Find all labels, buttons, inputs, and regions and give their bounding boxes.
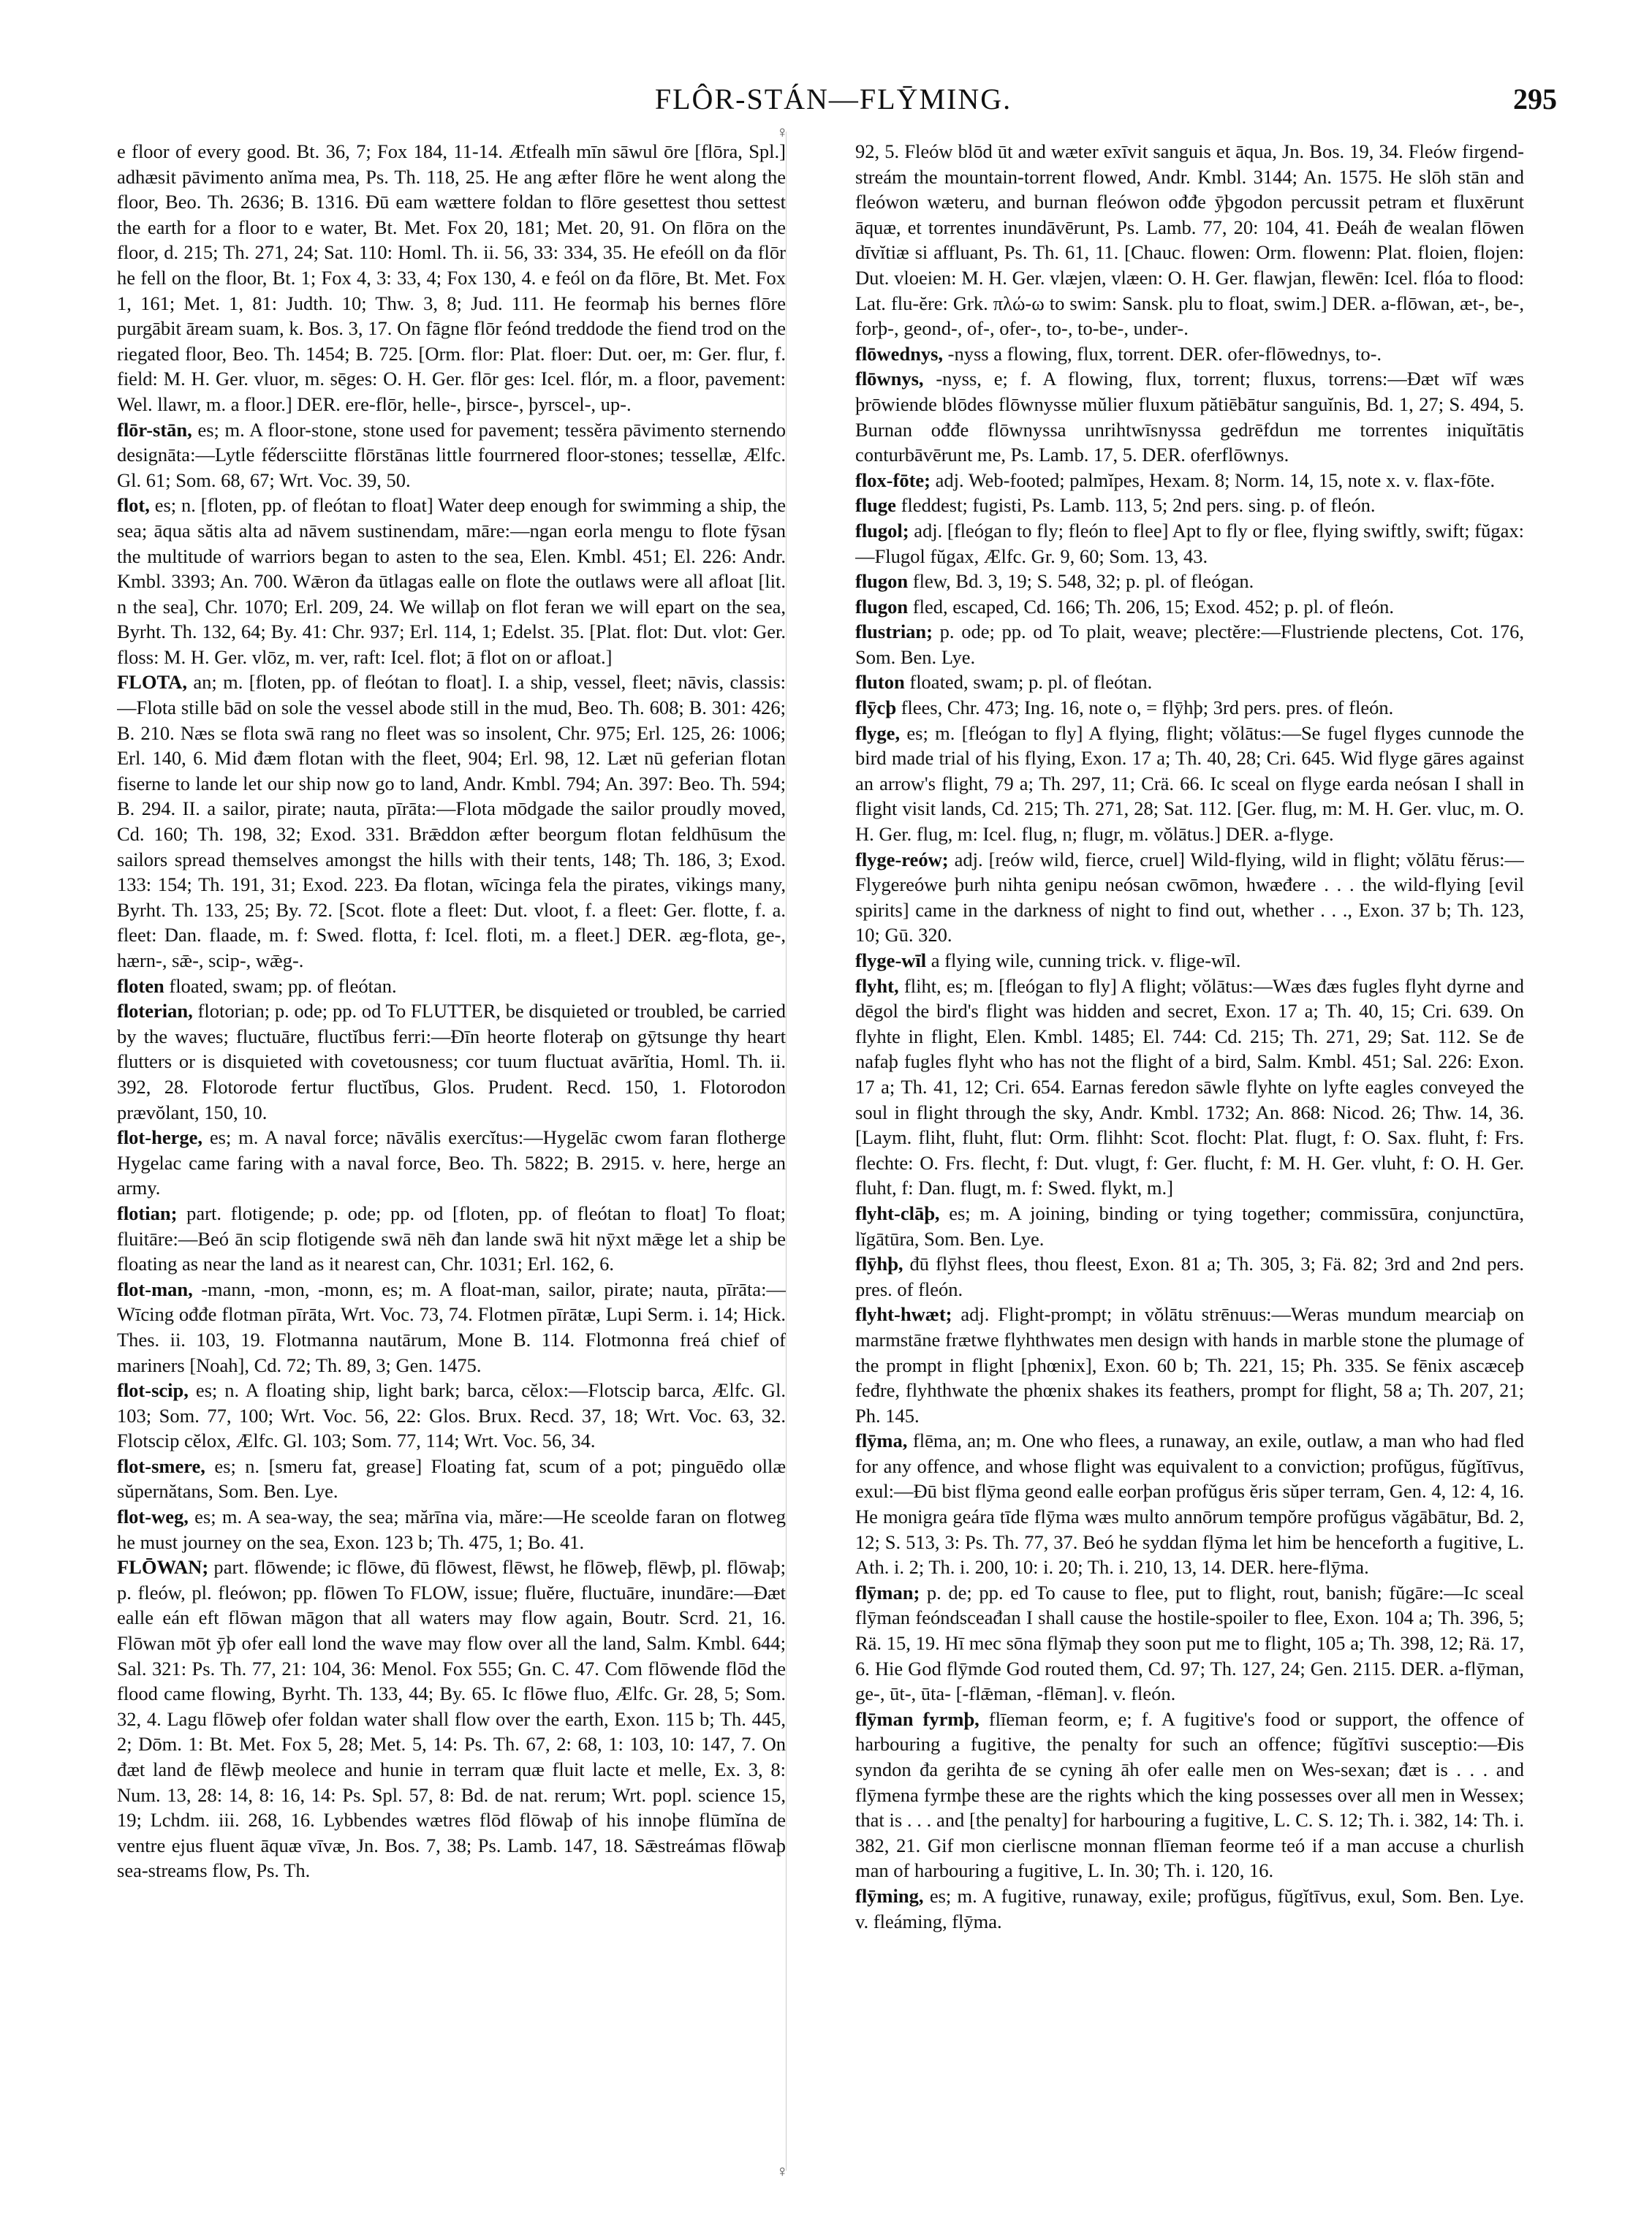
dictionary-entry	[855, 974, 1524, 1201]
column-divider	[786, 132, 787, 2171]
headword: floten	[117, 974, 164, 997]
dictionary-entry	[117, 974, 786, 999]
page-number: 295	[1513, 83, 1557, 115]
entry-text: 92, 5. Fleów blōd ūt and wæter exīvit sanguis et āqua, Jn. Bos. 19, 34. Fleów firgend-streám the mountain-torrent flowed, Andr. Kmbl. 3144; An. 1575. He slōh stān and fleówon wæteru, and burnan fleówon ođđe ȳþgodon percussit petram et fluxērunt āquæ, et torrentes inundāvērunt, Ps. Lamb. 77, 20: 104, 41. Đeáh đe wealan flōwen dīvĭtiæ si affluant, Ps. Th. 61, 11. [Chauc. flowen: Orm. flowenn: Plat. floien, flojen: Dut. vloeien: M. H. Ger. vlæjen, vlæen: O. H. Ger. flawjan, flewēn: Icel. flóa to flood: Lat. flu-ĕre: Grk. πλώ-ω to swim: Sansk. plu to float, swim.] DER. a-flōwan, æt-, be-, forþ-, geond-, of-, ofer-, to-, to-be-, under-.	[855, 140, 1524, 340]
headword: flot-smere,	[117, 1454, 205, 1477]
dictionary-entry	[855, 669, 1524, 695]
headword: flȳming,	[855, 1884, 924, 1907]
entry-text: flēma, an; m. One who flees, a runaway, an exile, outlaw, a man who had fled for any offence, and whose flight was equivalent to a conviction; profŭgus, fŭgĭtīvus, exul:—Đū bist flȳma geond ealle eorþan profŭgus ĕris sŭper terram, Gen. 4, 12: 4, 16. He monigra geára tīde flȳma wæs multo annōrum tempŏre profŭgus văgābātur, Bd. 2, 12; S. 513, 3: Ps. Th. 77, 37. Beó he syddan flȳma let him be henceforth a fugitive, L. Ath. i. 2; Th. i. 200, 10: i. 20; Th. i. 210, 13, 14. DER. here-flȳma.	[855, 1430, 1524, 1579]
headword: flyge,	[855, 721, 901, 744]
headword: flot-weg,	[117, 1506, 189, 1528]
dictionary-entry	[117, 417, 786, 493]
column-ornament-top: ♀	[776, 123, 789, 141]
entry-text: e floor of every good. Bt. 36, 7; Fox 184, 11-14. Ætfealh mīn sāwul ōre [flōra, Spl.] adhæsit pāvimento anĭma mea, Ps. Th. 118, 25. He ang æfter flōre he went along the floor, Beo. Th. 2636; B. 1316. Đū eam wættere foldan to flōre gesettest thou settest the earth for a floor to e water, Bt. Met. Fox 20, 181; Met. 20, 91. On flōra on the floor, d. 215; Th. 271, 24; Sat. 110: Homl. Th. ii. 56, 33: 334, 35. He efeóll on đa flōr he fell on the floor, Bt. 1; Fox 4, 3: 33, 4; Fox 130, 4. e feól on đa flōre, Bt. Met. Fox 1, 161; Met. 1, 81: Judth. 10; Thw. 3, 8; Jud. 111. He feormaþ his bernes flōre purgābit āream suam, k. Bos. 3, 17. On fāgne flōr feónd treddode the fiend trod on the riegated floor, Beo. Th. 1454; B. 725. [Orm. flor: Plat. floer: Dut. oer, m: Ger. flur, f. field: M. H. Ger. vluor, m. sēges: O. H. Ger. flōr ges: Icel. flór, m. a floor, pavement: Wel. llawr, m. a floor.] DER. ere-flōr, helle-, þirsce-, þyrscel-, up-.	[117, 140, 786, 415]
entry-text: flees, Chr. 473; Ing. 16, note o, = flȳhþ; 3rd pers. pres. of fleón.	[901, 697, 1394, 719]
dictionary-entry	[117, 493, 786, 669]
page-header	[110, 82, 1557, 118]
dictionary-entry	[855, 468, 1524, 493]
dictionary-entry	[117, 139, 786, 417]
entry-text: flotorian; p. ode; pp. od To FLUTTER, be disquieted or troubled, be carried by the waves; fluctuāre, fluctĭbus ferri:—Đīn heorte floteraþ on gȳtsunge thy heart flutters or is disquieted with covetousness; cor tuum fluctuat avārĭtia, Homl. Th. ii. 392, 28. Flotorode fertur fluctĭbus, Glos. Prudent. Recd. 150, 1. Flotorodon prævŏlant, 150, 10.	[117, 1000, 786, 1123]
headword: flyge-wīl	[855, 949, 927, 971]
column-ornament-bottom: ♀	[776, 2162, 789, 2180]
entry-text: floated, swam; p. pl. of fleótan.	[909, 671, 1153, 694]
entry-text: adj. [fleógan to fly; fleón to flee] Apt to fly or flee, flying swiftly, swift; fŭgax:—Flugol fŭgax, Ælfc. Gr. 9, 60; Som. 13, 43.	[855, 519, 1524, 567]
dictionary-entry	[855, 518, 1524, 569]
entry-text: es; m. A joining, binding or tying together; commissūra, conjunctūra, lĭgātūra, Som. Ben. Lye.	[855, 1202, 1524, 1250]
running-title: FLÔR-STÁN—FLȲMING.	[654, 83, 1012, 115]
entry-text: es; m. A naval force; nāvālis exercĭtus:—Hygelāc cwom faran flotherge Hygelac came faring with a naval force, Beo. Th. 5822; B. 2915. v. here, herge an army.	[117, 1126, 786, 1199]
dictionary-entry	[855, 1251, 1524, 1302]
entry-text: fleddest; fugisti, Ps. Lamb. 113, 5; 2nd pers. sing. p. of fleón.	[901, 494, 1376, 517]
headword: flōwednys,	[855, 342, 944, 365]
entry-text: floated, swam; pp. of fleótan.	[169, 974, 397, 997]
headword: flȳman;	[855, 1581, 920, 1604]
entry-text: flīeman feorm, e; f. A fugitive's food or support, the offence of harbouring a fugitive, the penalty for such an offence; fŭgĭtīvi susceptio:—Đis syndon đa gerihta đe se cyning āh ofer ealle men on Wes-sexan; đæt is . . . and flȳmena fyrmþe these are the rights which the king possesses over all men in Wessex; that is . . . and [the penalty] for harbouring a fugitive, L. C. S. 12; Th. i. 382, 14: Th. i. 382, 21. Gif mon cierliscne monnan flīeman feorme teó if a man accuse a churlish man of harbouring a fugitive, L. In. 30; Th. i. 120, 16.	[855, 1707, 1524, 1882]
entry-text: es; m. A sea-way, the sea; mărīna via, măre:—He sceolde faran on flotweg he must journey on the sea, Exon. 123 b; Th. 475, 1; Bo. 41.	[117, 1506, 786, 1553]
dictionary-entry	[117, 1277, 786, 1378]
dictionary-entry	[855, 1428, 1524, 1580]
headword: flyht,	[855, 974, 899, 997]
dictionary-entry	[855, 695, 1524, 721]
entry-text: adj. Web-footed; palmĭpes, Hexam. 8; Norm. 14, 15, note x. v. flax-fōte.	[935, 468, 1496, 491]
headword: FLOTA,	[117, 671, 187, 694]
entry-text: p. de; pp. ed To cause to flee, put to flight, rout, banish; fŭgāre:—Ic sceal flȳman feóndsceađan I shall cause the hostile-spoiler to flee, Exon. 104 a; Th. 396, 5; Rä. 15, 19. Hī mec sōna flȳmaþ they soon put me to flight, 105 a; Th. 398, 12; Rä. 17, 6. Hie God flȳmde God routed them, Cd. 97; Th. 127, 24; Gen. 2115. DER. a-flȳman, ge-, ūt-, ūta- [-flǣman, -flēman]. v. fleón.	[855, 1581, 1524, 1705]
headword: flot-scip,	[117, 1379, 189, 1402]
entry-text: -mann, -mon, -monn, es; m. A float-man, sailor, pirate; nauta, pīrāta:—Wīcing ođđe flotman pīrāta, Wrt. Voc. 73, 74. Flotmen pīrātæ, Lupi Serm. i. 14; Hick. Thes. ii. 103, 19. Flotmanna nautārum, Mone B. 114. Flotmonna freá chief of mariners [Noah], Cd. 72; Th. 89, 3; Gen. 1475.	[117, 1278, 786, 1376]
entry-text: -nyss, e; f. A flowing, flux, torrent; fluxus, torrens:—Đæt wīf wæs þrōwiende blōdes flōwnysse mŭlier fluxum pătiēbātur sanguĭnis, Bd. 1, 27; S. 494, 5. Burnan ođđe flōwnyssa unrihtwīsnyssa gedrēfdun me torrentes iniquĭtātis conturbāvērunt me, Ps. Lamb. 17, 5. DER. oferflōwnys.	[855, 368, 1524, 466]
headword: fluton	[855, 671, 905, 694]
dictionary-entry	[855, 847, 1524, 948]
headword: flugon	[855, 570, 909, 593]
entry-text: es; n. [smeru fat, grease] Floating fat, scum of a pot; pinguēdo ollæ sŭpernătans, Som. Ben. Lye.	[117, 1454, 786, 1503]
entry-text: es; n. [floten, pp. of fleótan to float] Water deep enough for swimming a ship, the sea; āqua sătis alta ad nāvem sustinendam, māre:—ngan eorla mengu to flote fȳsan the multitude of warriors began to asten to the sea, Elen. Kmbl. 451; El. 226: Andr. Kmbl. 3393; An. 700. Wǣron đa ūtlagas ealle on flote the outlaws were all afloat [lit. n the sea], Chr. 1070; Erl. 209, 24. We willaþ on flot feran we will epart on the sea, Byrht. Th. 132, 64; By. 41: Chr. 937; Erl. 114, 1; Edelst. 35. [Plat. flot: Dut. vlot: Ger. floss: M. H. Ger. vlōz, m. ver, raft: Icel. flot; ā flot on or afloat.]	[117, 494, 786, 668]
dictionary-entry	[855, 1883, 1524, 1934]
entry-text: a flying wile, cunning trick. v. flige-wīl.	[931, 949, 1241, 971]
dictionary-entry	[855, 619, 1524, 669]
headword: flōr-stān,	[117, 418, 192, 441]
entry-text: adj. [reów wild, fierce, cruel] Wild-flying, wild in flight; vŏlātu fĕrus:—Flygereówe þurh nihta genipu neósan cwōmon, hwæđere . . . the wild-flying [evil spirits] came in the darkness of night to find out, whether . . ., Exon. 37 b; Th. 123, 10; Gū. 320.	[855, 848, 1524, 946]
dictionary-entry	[855, 948, 1524, 974]
entry-text: flew, Bd. 3, 19; S. 548, 32; p. pl. of fleógan.	[912, 570, 1254, 593]
entry-text: an; m. [floten, pp. of fleótan to float]. I. a ship, vessel, fleet; nāvis, classis:—Flota stille bād on sole the vessel abode still in the mud, Beo. Th. 608; B. 301: 426; B. 210. Næs se flota swā rang no fleet was so insolent, Chr. 975; Erl. 125, 26: 1006; Erl. 140, 6. Mid đæm flotan with the fleet, 904; Erl. 98, 12. Læt nū geferian flotan fiserne to lande let our ship now go to land, Andr. Kmbl. 794; An. 397: Beo. Th. 594; B. 294. II. a sailor, pirate; nauta, pīrāta:—Flota mōdgade the sailor proudly moved, Cd. 160; Th. 198, 32; Exod. 331. Brǣddon æfter beorgum flotan feldhūsum the sailors spread themselves amongst the hills with their tents, 148; Th. 186, 3; Exod. 133: 154; Th. 191, 31; Exod. 223. Đa flotan, wīcinga fela the pirates, vikings many, Byrht. Th. 133, 25; By. 72. [Scot. flote a fleet: Dut. vloot, f. a fleet: Ger. flotte, f. a. fleet: Dan. flaade, m. f: Swed. flotta, f: Icel. floti, m. a fleet.] DER. æg-flota, ge-, hærn-, sǣ-, scip-, wǣg-.	[117, 671, 786, 971]
dictionary-entry	[117, 1504, 786, 1555]
entry-text: p. ode; pp. od To plait, weave; plectĕre:—Flustriende plectens, Cot. 176, Som. Ben. Lye.	[855, 621, 1524, 668]
headword: FLŌWAN;	[117, 1556, 209, 1579]
headword: flox-fōte;	[855, 468, 931, 491]
entry-text: es; n. A floating ship, light bark; barca, cĕlox:—Flotscip barca, Ælfc. Gl. 103; Som. 77, 100; Wrt. Voc. 56, 22: Glos. Brux. Recd. 37, 18; Wrt. Voc. 63, 32. Flotscip cĕlox, Ælfc. Gl. 103; Som. 77, 114; Wrt. Voc. 56, 34.	[117, 1379, 786, 1452]
headword: flȳhþ,	[855, 1253, 903, 1275]
dictionary-entry	[117, 669, 786, 973]
dictionary-entry	[855, 594, 1524, 620]
dictionary-entry	[855, 341, 1524, 367]
entry-text: đū flȳhst flees, thou fleest, Exon. 81 a; Th. 305, 3; Fä. 82; 3rd and 2nd pers. pres. of fleón.	[855, 1253, 1524, 1300]
dictionary-entry	[117, 1125, 786, 1201]
right-column	[855, 139, 1524, 2178]
headword: flugol;	[855, 519, 909, 542]
headword: floterian,	[117, 1000, 193, 1022]
dictionary-entry	[117, 1454, 786, 1504]
dictionary-entry	[117, 1555, 786, 1883]
entry-text: es; m. [fleógan to fly] A flying, flight; vŏlātus:—Se fugel flyges cunnode the bird made trial of his flying, Exon. 17 a; Th. 40, 28; Cri. 645. Wid flyge gāres against an arrow's flight, 79 a; Th. 297, 11; Crä. 66. Ic sceal on flyge earda neósan I shall in flight visit lands, Cd. 215; Th. 271, 28; Sat. 112. [Ger. flug, m: M. H. Ger. vluc, m. O. H. Ger. flug, m: Icel. flug, n; flugr, m. vŏlātus.] DER. a-flyge.	[855, 721, 1524, 846]
dictionary-entry	[855, 1707, 1524, 1883]
dictionary-entry	[855, 1302, 1524, 1428]
dictionary-entry	[855, 366, 1524, 467]
entry-text: part. flotigende; p. ode; pp. od [floten, pp. of fleótan to float] To float; fluitāre:—Beó ān scip flotigende swā nēh đan lande swā hit nȳxt mǣge let a ship be floating as near the land as it nearest can, Chr. 1031; Erl. 162, 6.	[117, 1202, 786, 1275]
dictionary-entry	[855, 1580, 1524, 1707]
entry-text: fled, escaped, Cd. 166; Th. 206, 15; Exod. 452; p. pl. of fleón.	[912, 595, 1395, 618]
dictionary-entry	[117, 1201, 786, 1277]
entry-text: adj. Flight-prompt; in vŏlātu strēnuus:—Weras mundum mearciaþ on marmstāne frætwe flyhthwates men design with hands in marble stone the plumage of the prompt in flight [phœnix], Exon. 60 b; Th. 221, 15; Ph. 335. Se fēnix ascæceþ feđre, flyhthwate the phœnix shakes its feathers, prompt for flight, 58 a; Th. 207, 21; Ph. 145.	[855, 1303, 1524, 1427]
headword: flȳman fyrmþ,	[855, 1707, 980, 1730]
entry-text: -nyss a flowing, flux, torrent. DER. ofer-flōwednys, to-.	[947, 342, 1382, 365]
left-column	[117, 139, 786, 2178]
dictionary-entry	[855, 721, 1524, 847]
dictionary-entry	[855, 493, 1524, 518]
entry-text: es; m. A fugitive, runaway, exile; profŭgus, fŭgĭtīvus, exul, Som. Ben. Lye. v. fleáming, flȳma.	[855, 1884, 1524, 1932]
headword: flugon	[855, 595, 909, 618]
entry-text: fliht, es; m. [fleógan to fly] A flight; vŏlātus:—Wæs đæs fugles flyht dyrne and dēgol the bird's flight was hidden and secret, Exon. 17 a; Th. 40, 15; Cri. 639. On flyhte in flight, Elen. Kmbl. 1485; El. 744: Cd. 215; Th. 271, 29; Sat. 112. Se đe nafaþ fugles flyht who has not the flight of a bird, Salm. Kmbl. 451; Sal. 226: Exon. 17 a; Th. 41, 12; Cri. 654. Earnas feredon sāwle flyhte on lyfte eagles conveyed the soul in flight through the sky, Andr. Kmbl. 1732; An. 868: Nicod. 26; Thw. 14, 36. [Laym. fliht, fluht, flut: Orm. flihht: Scot. flocht: Plat. flugt, f: O. Sax. fluht, f: Frs. flechte: O. Frs. flecht, f: Dut. vlugt, f: Ger. flucht, f: M. H. Ger. vluht, f: O. H. Ger. fluht, f: Dan. flugt, m. f: Swed. flykt, m.]	[855, 974, 1524, 1199]
headword: flustrian;	[855, 621, 933, 643]
headword: flōwnys,	[855, 368, 924, 390]
dictionary-entry	[117, 1378, 786, 1454]
headword: flot,	[117, 494, 150, 517]
entry-text: es; m. A floor-stone, stone used for pavement; tessĕra pāvimento sternendo designāta:—Lytle fe̋dersciitte flōrstānas little fourrnered floor-stones; tessellæ, Ælfc. Gl. 61; Som. 68, 67; Wrt. Voc. 39, 50.	[117, 418, 786, 491]
dictionary-entry	[855, 139, 1524, 341]
dictionary-entry	[117, 998, 786, 1125]
headword: flot-man,	[117, 1278, 193, 1300]
dictionary-entry	[855, 569, 1524, 594]
headword: flyht-hwæt;	[855, 1303, 952, 1326]
headword: flyge-reów;	[855, 848, 949, 870]
headword: flȳcþ	[855, 697, 896, 719]
headword: flot-herge,	[117, 1126, 202, 1149]
headword: flotian;	[117, 1202, 178, 1224]
entry-text: part. flōwende; ic flōwe, đū flōwest, flēwst, he flōweþ, flēwþ, pl. flōwaþ; p. fleów, pl. fleówon; pp. flōwen To FLOW, issue; fluĕre, fluctuāre, inundāre:—Đæt ealle eán eft flōwan māgon that all waters may flow again, Boutr. Scrd. 21, 16. Flōwan mōt ȳþ ofer eall lond the wave may flow over all the land, Salm. Kmbl. 644; Sal. 321: Ps. Th. 77, 21: 104, 36: Menol. Fox 555; Gn. C. 47. Com flōwende flōd the flood came flowing, Byrht. Th. 133, 44; By. 65. Ic flōwe fluo, Ælfc. Gr. 28, 5; Som. 32, 4. Lagu flōweþ ofer foldan water shall flow over the earth, Exon. 115 b; Th. 445, 2; Dōm. 1: Bt. Met. Fox 5, 28; Met. 5, 14: Ps. Th. 67, 2: 68, 1: 103, 10: 147, 7. On đæt land đe flēwþ meolece and hunie in terram quæ fluit lacte et melle, Ex. 3, 8: Num. 13, 28: 14, 8: 16, 14: Ps. Spl. 57, 8: Bd. de nat. rerum; Wrt. popl. science 15, 19; Lchdm. iii. 268, 16. Lybbendes wætres flōd flōwaþ of his innoþe flūmĭna de ventre ejus fluent āquæ vīvæ, Jn. Bos. 7, 38; Ps. Lamb. 147, 18. Sǣstreámas flōwaþ sea-streams flow, Ps. Th.	[117, 1556, 786, 1882]
dictionary-entry	[855, 1201, 1524, 1251]
headword: flyht-clāþ,	[855, 1202, 940, 1224]
headword: fluge	[855, 494, 896, 517]
headword: flȳma,	[855, 1430, 908, 1452]
